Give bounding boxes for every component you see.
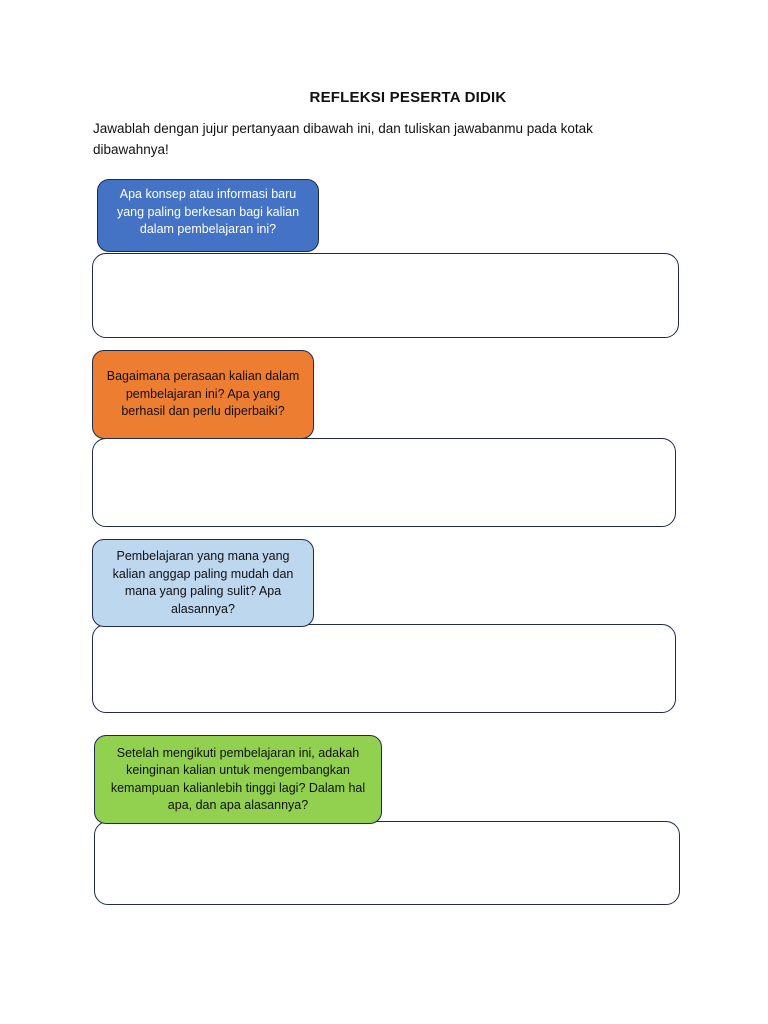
question-2-text: Bagaimana perasaan kalian dalam pembelajaran ini? Apa yang berhasil dan perlu diperbaiki? — [106, 369, 300, 419]
question-1-text: Apa konsep atau informasi baru yang paling berkesan bagi kalian dalam pembelajaran ini? — [116, 187, 300, 237]
answer-1-box[interactable] — [92, 253, 679, 338]
question-3-text: Pembelajaran yang mana yang kalian anggap paling mudah dan mana yang paling sulit? Apa alasannya? — [112, 549, 294, 616]
question-1-box — [97, 179, 319, 252]
answer-2-box[interactable] — [92, 438, 676, 527]
answer-4-box[interactable] — [94, 821, 680, 905]
answer-3-box[interactable] — [92, 624, 676, 713]
page-title: REFLEKSI PESERTA DIDIK — [309, 89, 507, 106]
question-3-box — [92, 539, 314, 627]
question-2-box — [92, 350, 314, 439]
question-4-box — [94, 735, 382, 824]
question-4-text: Setelah mengikuti pembelajaran ini, adakah keinginan kalian untuk mengembangkan kemampuan kalianlebih tinggi lagi? Dalam hal apa, dan apa alasannya? — [110, 745, 366, 812]
instructions-text: Jawablah dengan jujur pertanyaan dibawah ini, dan tuliskan jawabanmu pada kotak dibawahnya! — [93, 121, 593, 157]
